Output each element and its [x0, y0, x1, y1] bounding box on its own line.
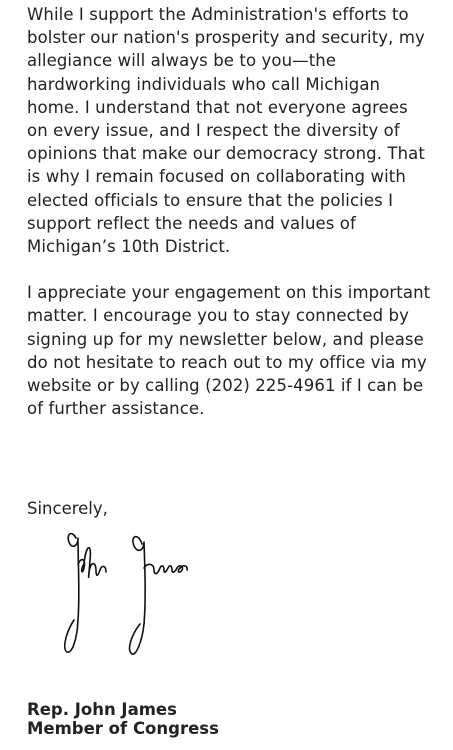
signature-drawing [62, 524, 202, 664]
handwritten-signature [62, 524, 202, 664]
letter-body [27, 3, 433, 420]
signer-name: Rep. John James [27, 700, 177, 719]
letter-paragraph-2: I appreciate your engagement on this important matter. I encourage you to stay connected by signing up for my newsletter below, and please do not hesitate to reach out to my office via my website or by calling (202) 225-4961 if I can be of further assistance. [27, 283, 431, 419]
signer-title: Member of Congress [27, 719, 219, 738]
letter-closing: Sincerely, [27, 499, 108, 518]
letter-paragraph-1: While I support the Administration's efforts to bolster our nation's prosperity and security, my allegiance will always be to you—the hardworking individuals who call Michigan home. I understand that not everyone agrees on every issue, and I respect the diversity of opinions that make our democracy strong. That is why I remain focused on collaborating with elected officials to ensure that the policies I support reflect the needs and values of Michigan’s 10th District. [27, 5, 425, 257]
